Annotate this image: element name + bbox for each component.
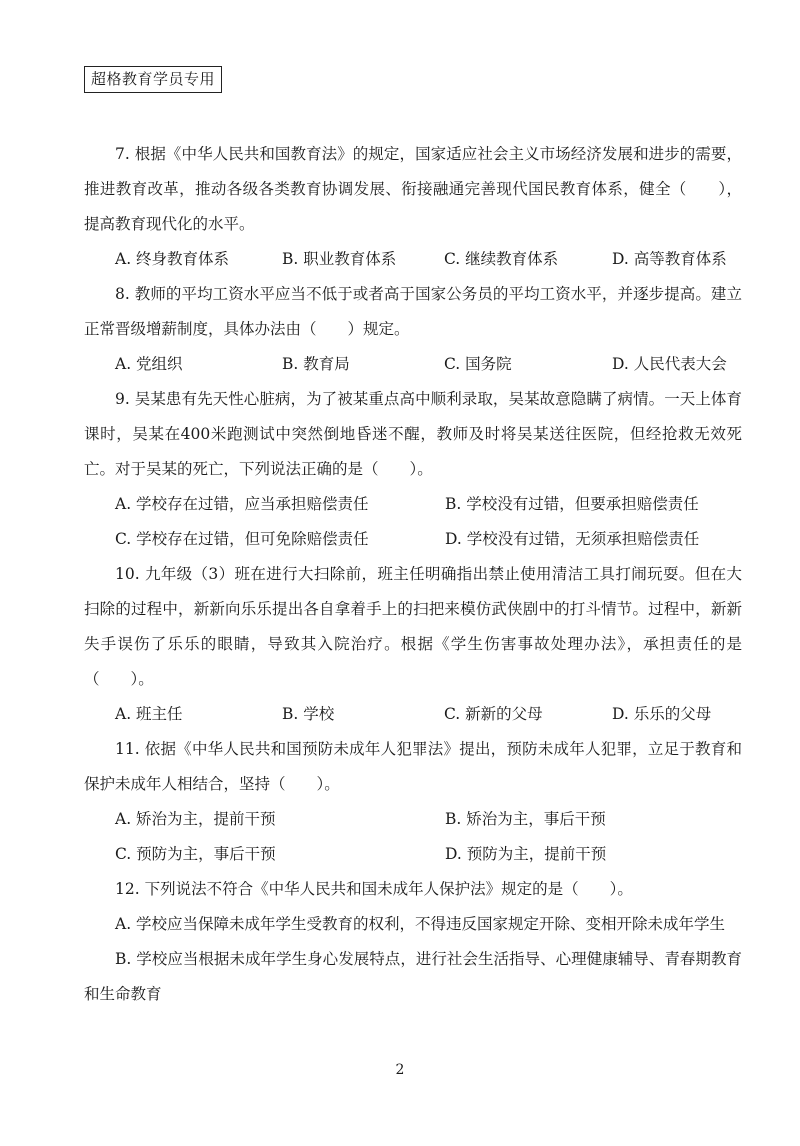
option-a: A. 党组织 [115,355,183,373]
option-a: A. 班主任 [115,705,183,723]
option-c: C. 学校存在过错，但可免除赔偿责任 [115,530,369,548]
page-number: 2 [395,1062,405,1078]
questions-section [84,137,742,1012]
question-12-text: 12. 下列说法不符合《中华人民共和国未成年人保护法》规定的是（ ）。 [115,880,633,898]
option-b: B. 教育局 [282,355,350,373]
option-c: C. 新新的父母 [444,705,543,723]
option-d: D. 学校没有过错，无须承担赔偿责任 [445,530,700,548]
option-d: D. 预防为主，提前干预 [445,845,607,863]
option-d: D. 人民代表大会 [612,355,727,373]
option-d: D. 高等教育体系 [612,250,727,268]
option-c: C. 国务院 [444,355,512,373]
question-9 [84,382,742,557]
question-10-options [84,697,742,732]
question-10-text: 10. 九年级（3）班在进行大扫除前，班主任明确指出禁止使用清洁工具打闹玩耍。但在大扫除的过程中，新新向乐乐提出各自拿着手上的扫把来模仿武侠剧中的打斗情节。过程中，新新失手误伤了乐乐的眼睛，导致其入院治疗。根据《学生伤害事故处理办法》，承担责任的是（ ）。 [84,565,742,688]
question-9-options-row-2 [84,522,742,557]
option-d: D. 乐乐的父母 [612,705,712,723]
question-9-options-row-1 [84,487,742,522]
question-10 [84,557,742,732]
option-a: A. 终身教育体系 [115,250,230,268]
question-9-text: 9. 吴某患有先天性心脏病，为了被某重点高中顺利录取，吴某故意隐瞒了病情。一天上体育课时，吴某在400米跑测试中突然倒地昏迷不醒，教师及时将吴某送往医院，但经抢救无效死亡。对于吴某的死亡，下列说法正确的是（ ）。 [84,390,742,478]
option-b: B. 学校应当根据未成年学生身心发展特点，进行社会生活指导、心理健康辅导、青春期教育和生命教育 [84,950,742,1003]
question-8-text: 8. 教师的平均工资水平应当不低于或者高于国家公务员的平均工资水平，并逐步提高。建立正常晋级增薪制度，具体办法由（ ）规定。 [84,285,742,338]
header-label: 超格教育学员专用 [84,66,222,93]
question-11-options-row-2 [84,837,742,872]
question-11-options-row-1 [84,802,742,837]
question-8-options [84,347,742,382]
question-7-options [84,242,742,277]
option-a: A. 学校存在过错，应当承担赔偿责任 [115,495,369,513]
option-a: A. 学校应当保障未成年学生受教育的权利，不得违反国家规定开除、变相开除未成年学生 [115,915,726,933]
question-7 [84,137,742,277]
question-11-text: 11. 依据《中华人民共和国预防未成年人犯罪法》提出，预防未成年人犯罪，立足于教育和保护未成年人相结合，坚持（ ）。 [84,740,742,793]
option-b: B. 职业教育体系 [282,250,397,268]
option-c: C. 继续教育体系 [444,250,559,268]
option-b: B. 矫治为主，事后干预 [445,810,606,828]
question-8 [84,277,742,382]
question-12 [84,872,742,1012]
question-7-text: 7. 根据《中华人民共和国教育法》的规定，国家适应社会主义市场经济发展和进步的需要，推进教育改革，推动各级各类教育协调发展、衔接融通完善现代国民教育体系，健全（ ），提高教育现代化的水平。 [84,145,742,233]
question-11 [84,732,742,872]
option-b: B. 学校 [282,705,335,723]
option-c: C. 预防为主，事后干预 [115,845,276,863]
option-a: A. 矫治为主，提前干预 [115,810,276,828]
option-b: B. 学校没有过错，但要承担赔偿责任 [445,495,699,513]
